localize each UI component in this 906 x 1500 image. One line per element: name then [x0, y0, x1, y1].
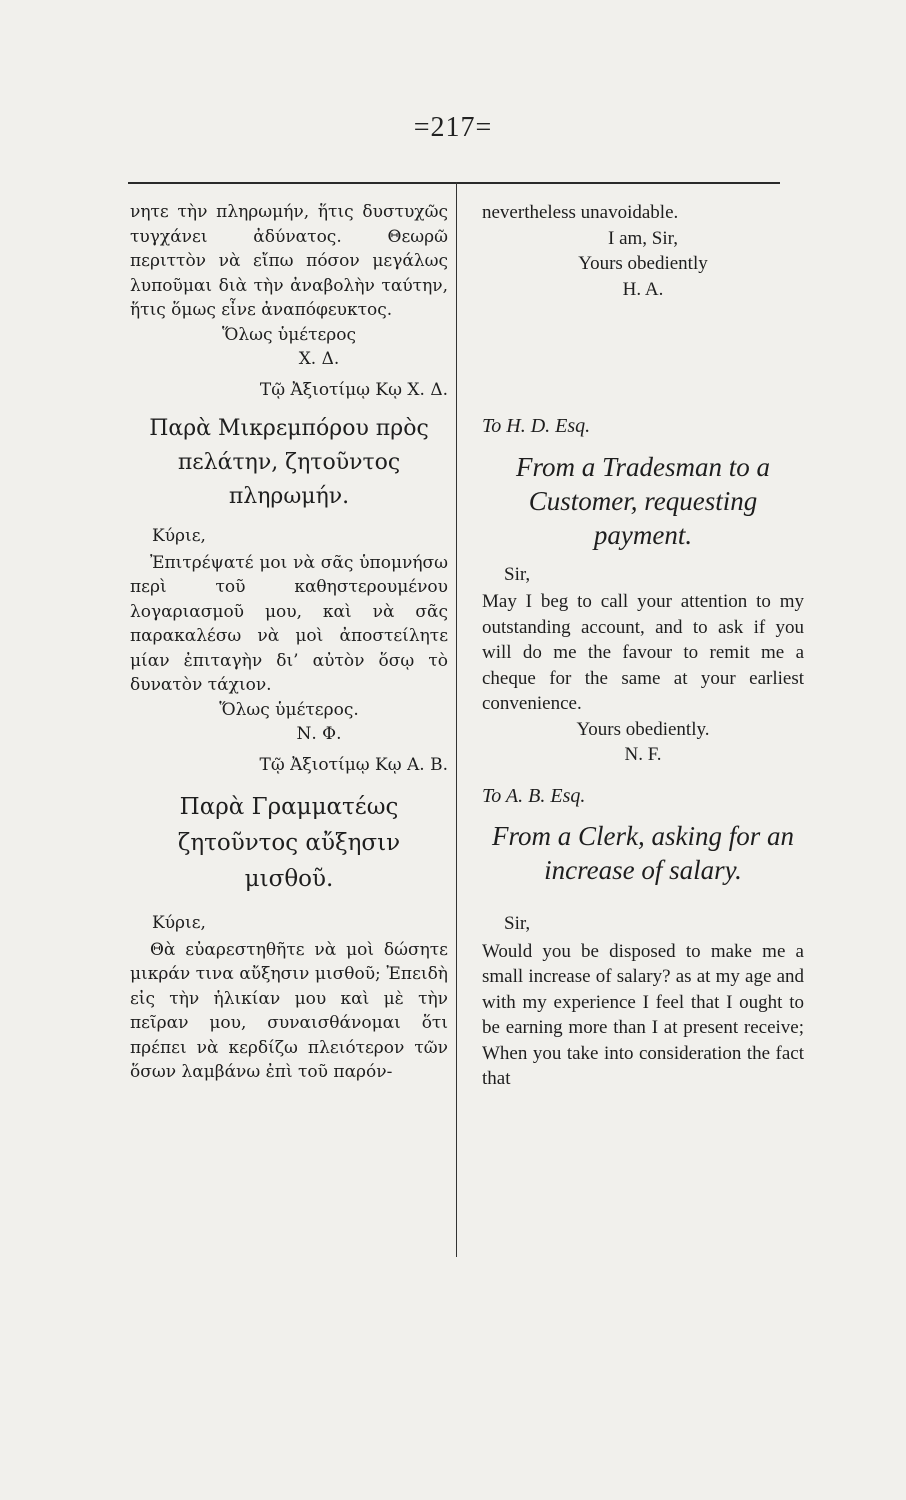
greek-letter1-closing: Ὅλως ὑμέτερος	[221, 324, 357, 345]
greek-letter3-body: Θὰ εὐαρεστηθῆτε νὰ μοὶ δώσητε μικράν τινα αὔξησιν μισθοῦ; Ἐπειδὴ εἰς τὴν ἡλικίαν μου καὶ μὲ τὴν πεῖραν μου, συναισθάνομαι ὅτι πρέπει νὰ κερδίζω πλειότερον τῶν ὅσων λαμβάνω ἐπὶ τοῦ παρόν-	[130, 939, 448, 1082]
greek-letter2-body: Ἐπιτρέψατέ μοι νὰ σᾶς ὑπομνήσω περὶ τοῦ καθηστερουμένου λογαριασμοῦ μου, καὶ νὰ σᾶς παρακαλέσω νὰ μοὶ ἀποστείλητε μίαν ἐπιταγὴν δι’ αὐτὸν ὅσῳ τὸ δυνατὸν τάχιον.	[130, 552, 448, 695]
greek-letter2-signature: Ν. Φ.	[296, 724, 342, 744]
english-letter3-body: Would you be disposed to make me a small increase of salary? as at my age and with my experience I feel that I ought to be earning more than I at present receive; When you take into consideration the fact that	[482, 940, 804, 1089]
english-letter1-closing-line2: Yours obediently	[578, 253, 708, 274]
greek-letter2-address: Τῷ Ἀξιοτίμῳ Κῳ Χ. Δ.	[259, 379, 448, 400]
english-letter3-heading: From a Clerk, asking for an increase of salary.	[492, 821, 794, 885]
english-letter1-signature: H. A.	[622, 278, 664, 300]
greek-letter2-heading: Παρὰ Μικρεμπόρου πρὸς πελάτην, ζητοῦντος πληρωμήν.	[149, 416, 429, 509]
english-column	[482, 200, 804, 1092]
english-letter3-salutation: Sir,	[504, 913, 531, 934]
header-rule	[128, 182, 780, 184]
greek-letter3-address: Τῷ Ἀξιοτίμῳ Κῳ Α. Β.	[259, 754, 448, 775]
english-letter1-closing-line1: I am, Sir,	[608, 227, 678, 249]
english-letter3-address: To A. B. Esq.	[482, 784, 586, 807]
greek-letter1-tail: νητε τὴν πληρωμήν, ἥτις δυστυχῶς τυγχάνει ἀδύνατος. Θεωρῶ περιττὸν νὰ εἴπω πόσον μεγάλως λυποῦμαι διὰ τὴν ἀναβολὴν ταύτην, ἥτις ὅμως εἶνε ἀναπόφευκτος.	[130, 202, 448, 320]
english-letter2-salutation: Sir,	[504, 563, 531, 585]
greek-letter1-signature: Χ. Δ.	[298, 349, 340, 369]
english-letter2-address: To H. D. Esq.	[482, 415, 591, 437]
greek-column	[130, 200, 448, 1085]
english-letter2-closing: Yours obediently.	[576, 718, 710, 740]
page-number: =217=	[413, 112, 493, 143]
english-letter2-signature: N. F.	[624, 744, 662, 765]
column-divider	[456, 182, 457, 1257]
english-letter2-heading: From a Tradesman to a Customer, requesting payment.	[515, 451, 771, 550]
greek-letter3-heading: Παρὰ Γραμματέως ζητοῦντος αὔξησιν μισθοῦ.	[177, 794, 401, 892]
english-letter2-body: May I beg to call your attention to my outstanding account, and to ask if you will do me the favour to remit me a cheque for the same at your earliest convenience.	[482, 591, 804, 714]
greek-letter2-salutation: Κύριε,	[152, 526, 206, 546]
english-letter1-tail: nevertheless unavoidable.	[482, 202, 679, 223]
greek-letter3-salutation: Κύριε,	[152, 913, 206, 933]
greek-letter2-closing: Ὅλως ὑμέτερος.	[219, 699, 359, 720]
